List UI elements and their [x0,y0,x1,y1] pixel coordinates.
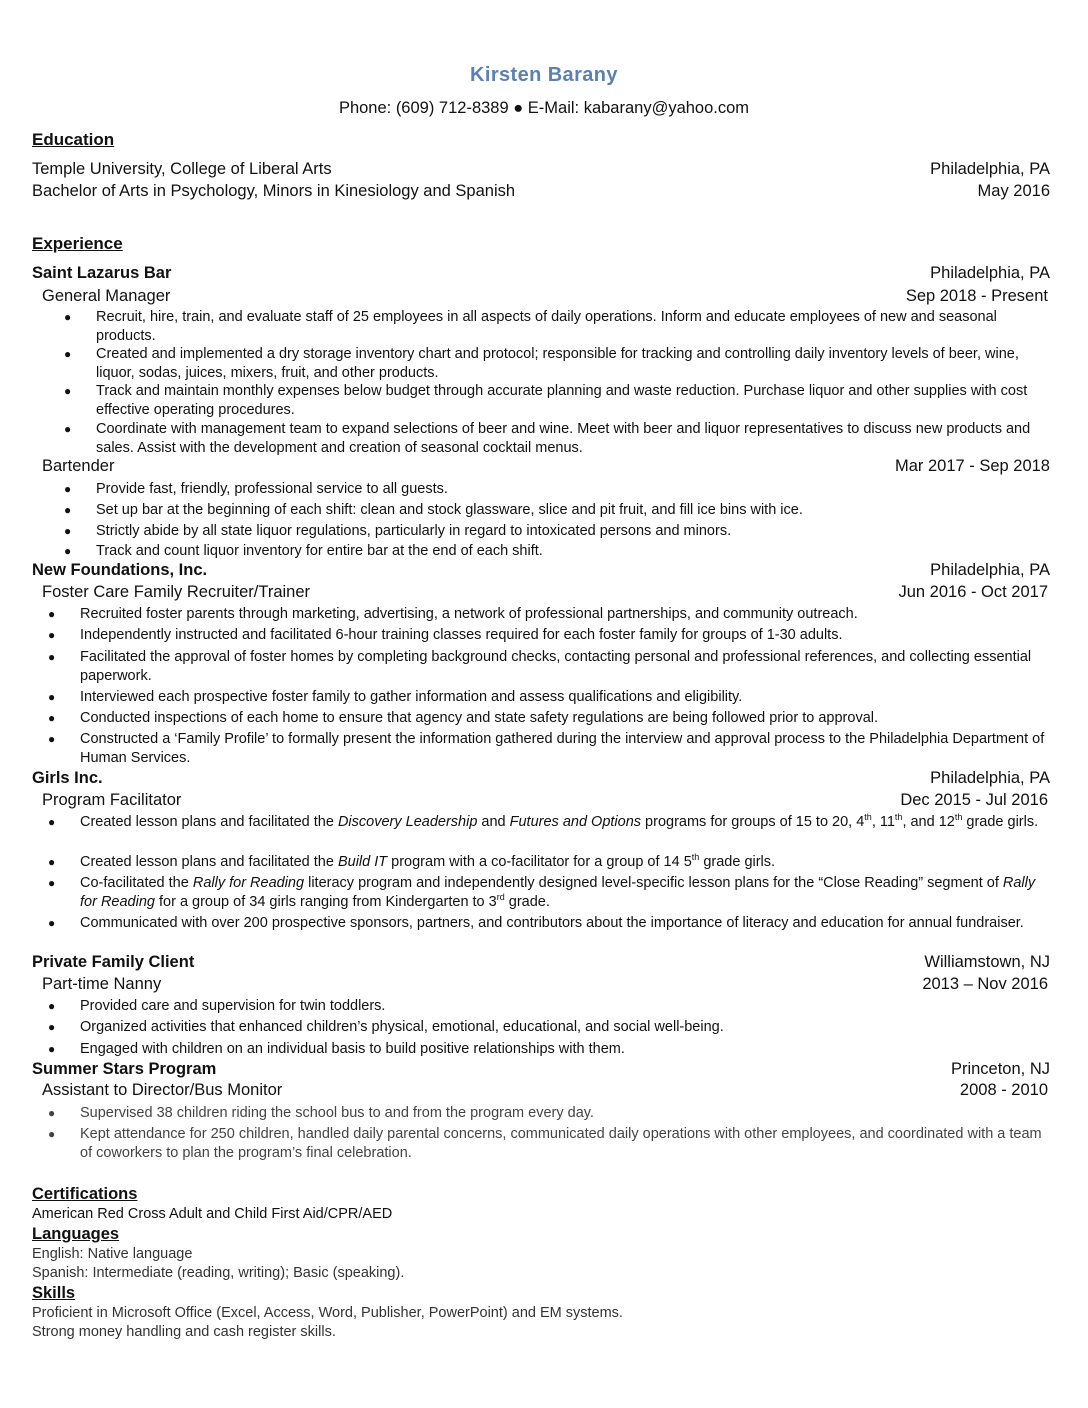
education-degree-row [32,182,1050,201]
experience-heading: Experience [32,234,123,253]
bullet-icon: ● [48,732,56,746]
candidate-name: Kirsten Barany [470,64,618,86]
bullet-icon: ● [48,1127,56,1141]
bullet-icon: ● [48,999,56,1013]
job-dates: Mar 2017 - Sep 2018 [894,457,1050,475]
job-title: Bartender [42,457,115,475]
skill-item: Strong money handling and cash register skills. [32,1324,336,1340]
bullet-icon: ● [48,607,56,621]
bullet-icon: ● [64,503,72,517]
org-location: Philadelphia, PA [930,561,1050,579]
contact-line: Phone: (609) 712-8389 ● E-Mail: kabarany@yahoo.com [338,99,750,117]
degree-date: May 2016 [977,182,1050,200]
resume-page: Kirsten Barany Phone: (609) 712-8389 ● E-Mail: kabarany@yahoo.com Education Temple University, College of Liberal Arts Philadelphia, PA Bachelor of Arts in Psychology, Minors in Kinesiology and Spanish May 2016 Experience Saint Lazarus Bar Philadelphia, PA General Manager Sep 2018 - Present ● Recruit, hire, train, and evaluate staff of 25 employees in all aspects of daily operations. Inform and educate employees of new and seasonal products. ● Created and implemented a dry storage inventory chart and protocol; responsible for tracking and controlling daily inventory levels of beer, wine, liquor, sodas, juices, mixers, fruit, and other products. ● Track and maintain monthly expenses below budget through accurate planning and waste reduction. Purchase liquor and other supplies with cost effective operating procedures. ● Coordinate with management team to expand selections of beer and wine. Meet with beer and liquor representatives to discuss new products and sales. Assist with the development and creation of seasonal cocktail menus. Bartender Mar 2017 - Sep 2018 ● Provide fast, friendly, professional service to all guests. ● Set up bar at the beginning of each shift: clean and stock glassware, slice and pit fruit, and fill ice bins with ice. ● Strictly abide by all state liquor regulations, particularly in regard to intoxicated persons and minors. ● Track and count liquor inventory for entire bar at the end of each shift. New Foundations, Inc. Philadelphia, PA Foster Care Family Recruiter/Trainer Jun 2016 - Oct 2017 ● Recruited foster parents through marketing, advertising, a network of professional partnerships, and community outreach. ● Independently instructed and facilitated 6-hour training classes required for each foster family for groups of 1-30 adults. ● Facilitated the approval of foster homes by completing background checks, contacting personal and professional references, and collecting essential paperwork. ● Interviewed each prospective foster family to gather information and assess qualifications and eligibility. ● Conducted inspections of each home to ensure that agency and state safety regulations are being followed prior to approval. ● Constructed a ‘Family Profile’ to formally present the information gathered during the interview and approval process to the Philadelphia Department of Human Services. Girls Inc. Philadelphia, PA Program Facilitator Dec 2015 - Jul 2016 ● Created lesson plans and facilitated the Discovery Leadership and Futures and Options programs for groups of 15 to 20, 4th, 11th, and 12th grade girls. ● Created lesson plans and facilitated the Build IT program with a co-facilitator for a group of 14 5th grade girls. ● Co-facilitated the Rally for Reading literacy program and independently designed level-specific lesson plans for the “Close Reading” segment of Rally for Reading for a group of 34 girls ranging from Kindergarten to 3rd grade. ● Communicated with over 200 prospective sponsors, partners, and contributors about the importance of literacy and education for annual fundraiser. Private Family Client Williamstown, NJ Part-time Nanny 2013 – Nov 2016 ● Provided care and supervision for twin toddlers. ● Organized activities that enhanced children’s physical, emotional, educational, and social well-being. ● Engaged with children on an individual basis to build positive relationships with them. Summer Stars Program Princeton, NJ Assistant to Director/Bus Monitor 2008 - 2010 ● Supervised 38 children riding the school bus to and from the program every day. ● Kept attendance for 250 children, handled daily parental concerns, communicated daily operations with other employees, and coordinated with a team of coworkers to plan the program’s final celebration. Certifications American Red Cross Adult and Child First Aid/CPR/AED Languages English: Native language Spanish: Intermediate (reading, writing); Basic (speaking). Skills Proficient in Microsoft Office (Excel, Access, Word, Publisher, PowerPoint) and EM systems. Strong money handling and cash register skills. [0,0,1088,1408]
job-org-row [32,561,1050,580]
education-heading: Education [32,130,115,149]
degree: Bachelor of Arts in Psychology, Minors in Kinesiology and Spanish [32,182,516,200]
skill-item: Proficient in Microsoft Office (Excel, Access, Word, Publisher, PowerPoint) and EM systems. [32,1305,623,1321]
job-title: Foster Care Family Recruiter/Trainer [42,583,311,601]
bullet-icon: ● [48,855,56,869]
org-name: Summer Stars Program [32,1060,217,1078]
bullet-icon: ● [48,1042,56,1056]
bullet-icon: ● [48,690,56,704]
job-dates: Dec 2015 - Jul 2016 [900,791,1048,809]
certifications-heading: Certifications [32,1185,138,1203]
org-location: Williamstown, NJ [924,953,1050,971]
job-title-row [42,1081,1048,1100]
org-name: New Foundations, Inc. [32,561,208,579]
job-title-row [42,583,1048,602]
job-org-row [32,264,1050,283]
org-name: Girls Inc. [32,769,103,787]
org-location: Philadelphia, PA [930,264,1050,282]
school-location: Philadelphia, PA [930,160,1050,178]
org-location: Princeton, NJ [950,1060,1050,1078]
school-name: Temple University, College of Liberal Arts [32,160,332,178]
job-title-row [42,791,1048,810]
certification-item: American Red Cross Adult and Child First Aid/CPR/AED [32,1206,393,1222]
job-title-row [42,457,1050,476]
bullet-icon: ● [64,422,72,436]
job-title: General Manager [42,287,171,305]
bullet-icon: ● [48,1106,56,1120]
bullet-icon: ● [64,524,72,538]
bullet-icon: ● [48,876,56,890]
languages-heading: Languages [32,1225,120,1243]
bullet-icon: ● [48,650,56,664]
job-dates: 2013 – Nov 2016 [922,975,1048,993]
job-dates: Sep 2018 - Present [905,287,1048,305]
job-org-row [32,953,1050,972]
job-title: Part-time Nanny [42,975,162,993]
job-org-row [32,769,1050,788]
job-title-row [42,287,1048,306]
bullet-icon: ● [48,916,56,930]
bullet-icon: ● [48,815,56,829]
bullet-icon: ● [48,628,56,642]
bullet-icon: ● [64,544,72,558]
job-dates: 2008 - 2010 [959,1081,1048,1099]
job-dates: Jun 2016 - Oct 2017 [898,583,1048,601]
org-name: Private Family Client [32,953,195,971]
bullet-icon: ● [64,347,72,361]
job-title: Assistant to Director/Bus Monitor [42,1081,283,1099]
job-title-row [42,975,1048,994]
bullet-icon: ● [48,1020,56,1034]
language-item: Spanish: Intermediate (reading, writing); Basic (speaking). [32,1265,405,1281]
job-title: Program Facilitator [42,791,182,809]
bullet-icon: ● [64,310,72,324]
language-item: English: Native language [32,1246,193,1262]
org-name: Saint Lazarus Bar [32,264,172,282]
bullet-icon: ● [48,711,56,725]
org-location: Philadelphia, PA [930,769,1050,787]
bullet-icon: ● [64,482,72,496]
education-school-row [32,160,1050,179]
bullet-icon: ● [64,384,72,398]
job-org-row [32,1060,1050,1079]
skills-heading: Skills [32,1284,76,1302]
